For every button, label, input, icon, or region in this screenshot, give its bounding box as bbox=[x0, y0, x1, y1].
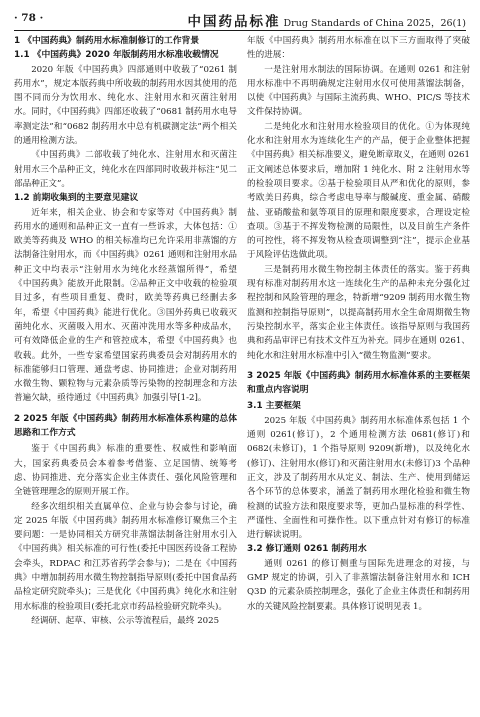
section-heading: 2 2025 年版《中国药典》制药用水标准体系构建的总体思路和工作方式 bbox=[14, 413, 237, 439]
paragraph: 鉴于《中国药典》标准的重要性、权威性和影响面大，国家药典委员会本着参考借鉴、立足国情、统筹考虑、协同推进、充分落实企业主体责任、强化风险管理和全链管理理念的原则开展工作。 bbox=[14, 444, 237, 498]
subsection-heading: 1.2 前期收集到的主要意见建议 bbox=[14, 193, 139, 204]
paragraph: 近年来，相关企业、协会和专家等对《中国药典》制药用水的通则和品种正文一直有一些诉求，大体包括：①欧美等药典及 WHO 的相关标准均已允许采用非蒸馏的方法制备注射用水，而《中国药典》0261 通则和注射用水品种正文中均表示“注射用水为纯化水经蒸馏所得”，希望《中国药典》能放开此限制。②品种正文中收载的检验项目过多，有些项目重复、费时，欧美等药典已经删去多年，希望《中国药典》能进行优化。③国外药典已收载灭菌纯化水、灭菌吸入用水、灭菌冲洗用水等多种成品水，可有效降低企业的生产和管控成本，希望《中国药典》也收载。此外，一些专家希望国家药典委员会对制药用水的标准能够归口管理、通盘考虑、协同推进；企业对制药用水微生物、颗粒物与元素杂质等污染物的控制理念和方法普遍欠缺，亟待通过《中国药典》加强引导[1-2]。 bbox=[14, 207, 237, 404]
paragraph: 2020 年版《中国药典》四部通则中收载了“0261 制药用水”，规定本版药典中所收载的制药用水因其使用的范围不同而分为饮用水、纯化水、注射用水和灭菌注射用水。同时，《中国药典》四部还收载了“0681 制药用水电导率测定法”和“0682 制药用水中总有机碳测定法”两个相关的通用检测方法。 bbox=[14, 64, 237, 147]
paragraph: 三是制药用水微生物控制主体责任的落实。鉴于药典现有标准对制药用水这一连续化生产的品种未充分强化过程控制和风险管理的理念，特新增“9209 制药用水微生物监测和控制指导原则”，以提高制药用水全生命周期微生物污染控制水平，落实企业主体责任。该指导原则与我国药典和药品审评已有技术文件互为补充。同步在通则 0261、纯化水和注射用水标准中引入“微生物监测”要求。 bbox=[247, 264, 470, 361]
paragraph: 《中国药典》二部收载了纯化水、注射用水和灭菌注射用水三个品种正文，纯化水在四部同时收载并标注“见二部品种正文”。 bbox=[14, 150, 237, 189]
paragraph: 一是注射用水制法的国际协调。在通则 0261 和注射用水标准中不再明确规定注射用水仅可使用蒸馏法制备，以使《中国药典》与国际主流药典、WHO、PIC/S 等技术文件保持协调。 bbox=[247, 64, 470, 118]
section-heading: 1 《中国药典》制药用水标准制修订的工作背景 bbox=[14, 36, 200, 46]
paragraph: 经多次组织相关直属单位、企业与协会参与讨论，确定 2025 年版《中国药典》制药用水标准修订聚焦三个主要问题：一是协同相关方研究非蒸馏法制备注射用水引入《中国药典》相关标准的可行性(委托中国医药设备工程协会牵头，RDPAC 和江苏省药学会参与)；二是在《中国药典》中增加制药用水微生物控制指导原则(委托中国食品药品检定研究院牵头)；三是优化《中国药典》纯化水和注射用水标准的检验项目(委托北京市药品检验研究院牵头)。 bbox=[14, 501, 237, 612]
journal-title bbox=[188, 10, 466, 30]
running-header bbox=[14, 8, 466, 31]
subsection-heading: 1.1 《中国药典》2020 年版制药用水标准收载情况 bbox=[14, 50, 219, 61]
paragraph: 经调研、起草、审核、公示等流程后，最终 2025 bbox=[31, 615, 220, 626]
subsection-heading: 3.2 修订通则 0261 制药用水 bbox=[247, 544, 367, 555]
page-number: · 78 · bbox=[14, 12, 44, 24]
section-heading: 3 2025 年版《中国药典》制药用水标准体系的主要框架和重点内容说明 bbox=[247, 370, 470, 396]
paragraph: 通则 0261 的修订侧重与国际先进理念的对接，与 GMP 规定的协调，引入了非蒸馏法制备注射用水和 ICH Q3D 的元素杂质控制理念，强化了企业主体责任和制药用水的关键风险控制要素。具体修订说明见表 1。 bbox=[247, 558, 470, 612]
left-column bbox=[14, 34, 237, 628]
paragraph: 二是纯化水和注射用水检验项目的优化。①为体现纯化水和注射用水为连续化生产的产品，便于企业整体把握《中国药典》相关标准要义，避免断章取义，在通则 0261 正文阐述总体要求后，增加附 1 纯化水、附 2 注射用水等的检验项目要求。②基于检验项目从严和优化的原则，参考欧美日药典，综合考虑电导率与酸碱度、重金属、硝酸盐、亚硝酸盐和氨等项目的原理和限度要求，合理设定检查项。③基于不挥发物检测的局限性，以及目前生产条件的可控性，将不挥发物从检查项调整到“注”，提示企业基于风险评估选做此项。 bbox=[247, 121, 470, 261]
right-column bbox=[247, 34, 470, 614]
journal-title-cn: 中国药品标准 bbox=[187, 14, 281, 30]
journal-title-en: Drug Standards of China 2025，26(1) bbox=[283, 18, 466, 29]
paragraph-continued: 年版《中国药典》制药用水标准在以下三方面取得了突破性的进展： bbox=[247, 36, 470, 61]
paragraph: 2025 年版《中国药典》制药用水标准体系包括 1 个通则 0261(修订)，2 个通用检测方法 0681(修订)和 0682(未修订)，1 个指导原则 9209(新增)，以及纯化水(修订)、注射用水(修订)和灭菌注射用水(未修订)3 个品种正文，涉及了制药用水从定义、制法、生产、使用到储运各个环节的总体要求，涵盖了制药用水理化检验和微生物检测的试验方法和限度要求等，更加凸显标准的科学性、严谨性、全面性和可操作性。以下重点针对有修订的标准进行解读说明。 bbox=[247, 415, 470, 541]
subsection-heading: 3.1 主要框架 bbox=[247, 401, 301, 412]
